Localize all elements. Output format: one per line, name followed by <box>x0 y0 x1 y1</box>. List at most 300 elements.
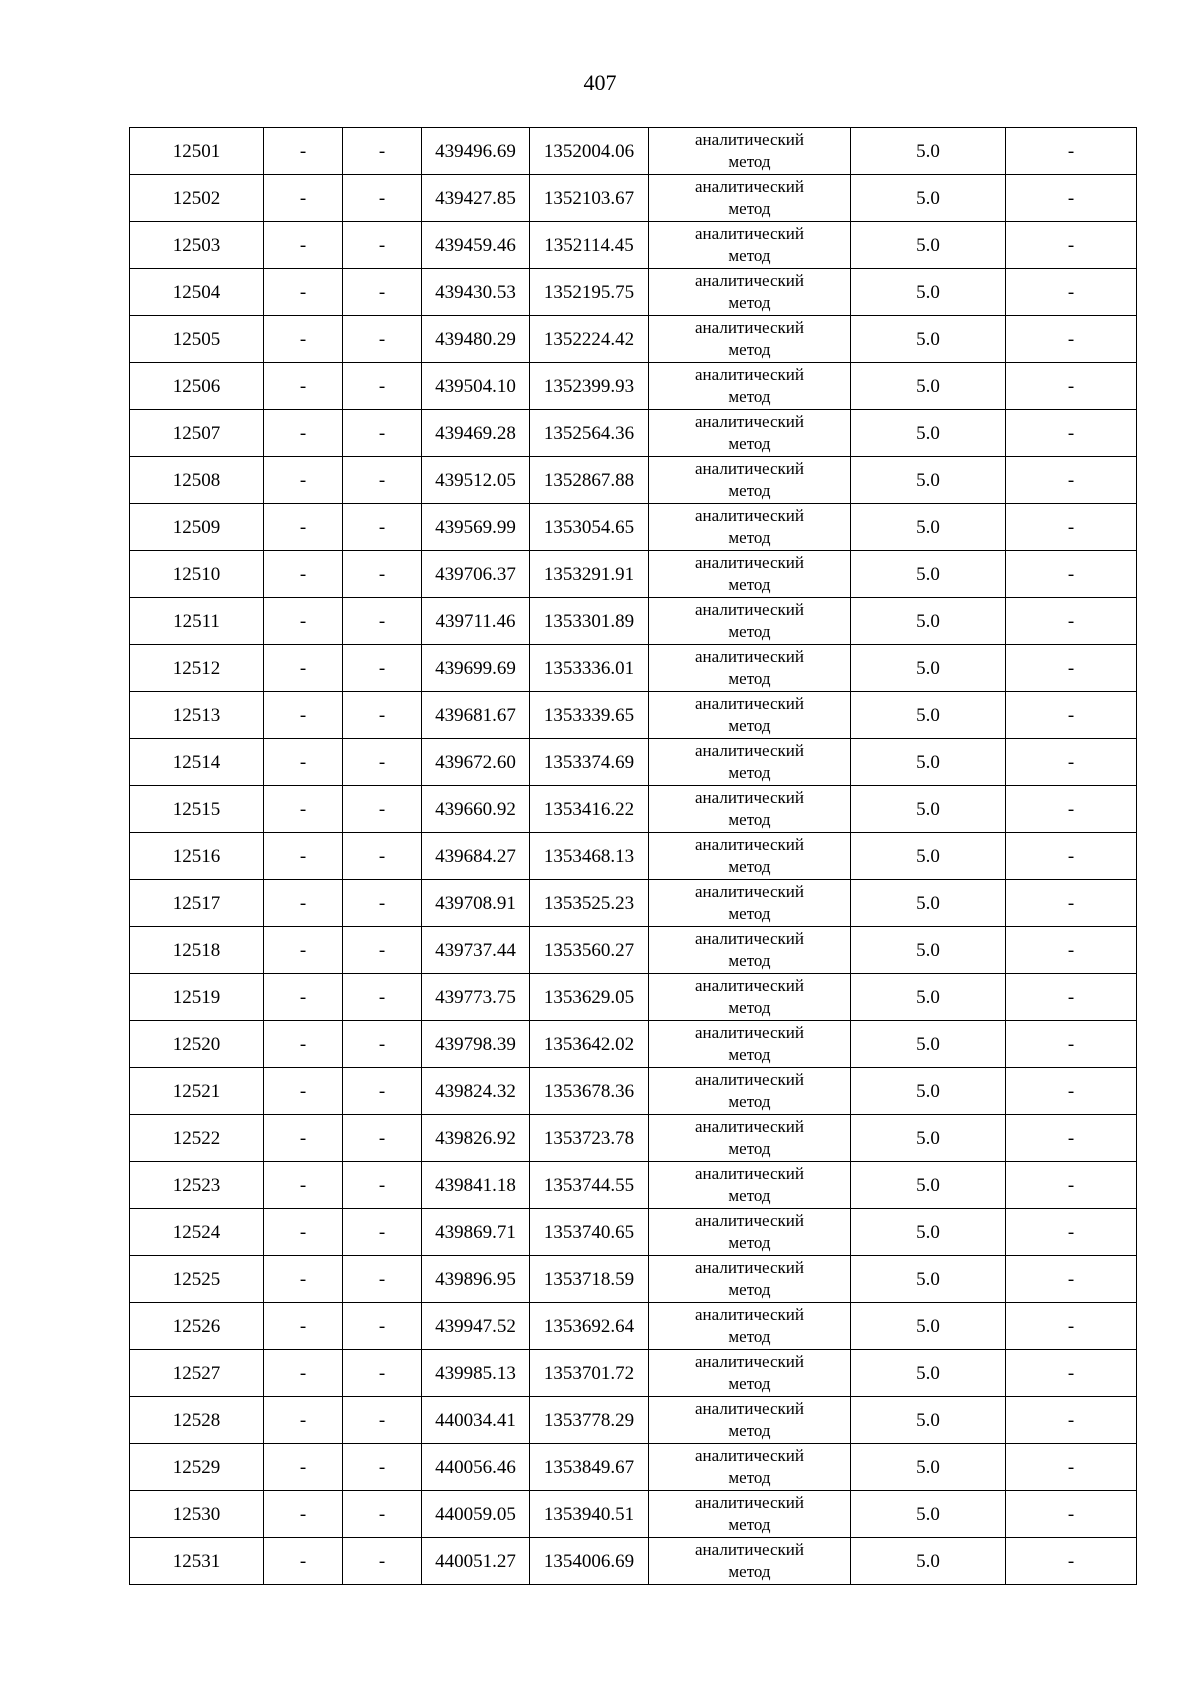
method-text-line2: метод <box>728 528 771 547</box>
x-coordinate-cell: 439947.52 <box>422 1303 530 1350</box>
x-coordinate-cell: 439896.95 <box>422 1256 530 1303</box>
accuracy-cell: 5.0 <box>851 927 1006 974</box>
table-row <box>130 786 1137 833</box>
method-text-line1: аналитический <box>695 976 804 995</box>
table-row <box>130 692 1137 739</box>
method-text-line2: метод <box>728 434 771 453</box>
method-text-line2: метод <box>728 669 771 688</box>
method-cell <box>649 1115 851 1162</box>
y-coordinate-cell: 1353339.65 <box>530 692 649 739</box>
point-number-cell: 12521 <box>130 1068 264 1115</box>
x-coordinate-cell: 439427.85 <box>422 175 530 222</box>
empty-dash-cell: - <box>1006 410 1137 457</box>
method-cell <box>649 1491 851 1538</box>
empty-dash-cell: - <box>264 1162 343 1209</box>
empty-dash-cell: - <box>1006 1115 1137 1162</box>
empty-dash-cell: - <box>264 410 343 457</box>
empty-dash-cell: - <box>343 833 422 880</box>
empty-dash-cell: - <box>264 1444 343 1491</box>
method-text-line1: аналитический <box>695 130 804 149</box>
method-cell <box>649 833 851 880</box>
empty-dash-cell: - <box>1006 222 1137 269</box>
empty-dash-cell: - <box>264 269 343 316</box>
empty-dash-cell: - <box>1006 974 1137 1021</box>
empty-dash-cell: - <box>1006 927 1137 974</box>
empty-dash-cell: - <box>264 128 343 175</box>
table-row <box>130 1444 1137 1491</box>
point-number-cell: 12522 <box>130 1115 264 1162</box>
method-text-line1: аналитический <box>695 318 804 337</box>
y-coordinate-cell: 1353744.55 <box>530 1162 649 1209</box>
point-number-cell: 12526 <box>130 1303 264 1350</box>
empty-dash-cell: - <box>264 692 343 739</box>
empty-dash-cell: - <box>343 1444 422 1491</box>
empty-dash-cell: - <box>1006 128 1137 175</box>
method-cell <box>649 974 851 1021</box>
table-row <box>130 880 1137 927</box>
table-row <box>130 927 1137 974</box>
accuracy-cell: 5.0 <box>851 692 1006 739</box>
method-cell <box>649 410 851 457</box>
accuracy-cell: 5.0 <box>851 316 1006 363</box>
point-number-cell: 12508 <box>130 457 264 504</box>
point-number-cell: 12509 <box>130 504 264 551</box>
empty-dash-cell: - <box>343 1491 422 1538</box>
point-number-cell: 12531 <box>130 1538 264 1585</box>
method-cell <box>649 1021 851 1068</box>
x-coordinate-cell: 439737.44 <box>422 927 530 974</box>
y-coordinate-cell: 1353560.27 <box>530 927 649 974</box>
empty-dash-cell: - <box>343 1021 422 1068</box>
point-number-cell: 12504 <box>130 269 264 316</box>
empty-dash-cell: - <box>264 457 343 504</box>
method-text-line2: метод <box>728 951 771 970</box>
accuracy-cell: 5.0 <box>851 410 1006 457</box>
y-coordinate-cell: 1353678.36 <box>530 1068 649 1115</box>
method-text-line2: метод <box>728 1186 771 1205</box>
empty-dash-cell: - <box>264 880 343 927</box>
empty-dash-cell: - <box>264 222 343 269</box>
empty-dash-cell: - <box>264 833 343 880</box>
empty-dash-cell: - <box>343 457 422 504</box>
empty-dash-cell: - <box>343 974 422 1021</box>
x-coordinate-cell: 439773.75 <box>422 974 530 1021</box>
empty-dash-cell: - <box>264 1491 343 1538</box>
method-text-line1: аналитический <box>695 835 804 854</box>
accuracy-cell: 5.0 <box>851 504 1006 551</box>
page-number: 407 <box>583 70 617 95</box>
y-coordinate-cell: 1353374.69 <box>530 739 649 786</box>
x-coordinate-cell: 440059.05 <box>422 1491 530 1538</box>
empty-dash-cell: - <box>264 1350 343 1397</box>
method-text-line2: метод <box>728 1233 771 1252</box>
table-row <box>130 269 1137 316</box>
empty-dash-cell: - <box>1006 504 1137 551</box>
empty-dash-cell: - <box>343 739 422 786</box>
accuracy-cell: 5.0 <box>851 645 1006 692</box>
method-text-line1: аналитический <box>695 365 804 384</box>
x-coordinate-cell: 439459.46 <box>422 222 530 269</box>
method-cell <box>649 1538 851 1585</box>
point-number-cell: 12506 <box>130 363 264 410</box>
table-row <box>130 974 1137 1021</box>
accuracy-cell: 5.0 <box>851 363 1006 410</box>
point-number-cell: 12527 <box>130 1350 264 1397</box>
y-coordinate-cell: 1353723.78 <box>530 1115 649 1162</box>
empty-dash-cell: - <box>1006 598 1137 645</box>
method-cell <box>649 175 851 222</box>
empty-dash-cell: - <box>343 692 422 739</box>
table-row <box>130 598 1137 645</box>
method-text-line1: аналитический <box>695 1023 804 1042</box>
y-coordinate-cell: 1352867.88 <box>530 457 649 504</box>
method-cell <box>649 692 851 739</box>
method-cell <box>649 504 851 551</box>
method-cell <box>649 363 851 410</box>
x-coordinate-cell: 439699.69 <box>422 645 530 692</box>
empty-dash-cell: - <box>1006 1350 1137 1397</box>
empty-dash-cell: - <box>1006 1068 1137 1115</box>
accuracy-cell: 5.0 <box>851 1350 1006 1397</box>
table-row <box>130 1397 1137 1444</box>
table-row <box>130 1303 1137 1350</box>
method-text-line1: аналитический <box>695 694 804 713</box>
accuracy-cell: 5.0 <box>851 1444 1006 1491</box>
empty-dash-cell: - <box>264 1397 343 1444</box>
method-cell <box>649 1068 851 1115</box>
table-row <box>130 504 1137 551</box>
method-text-line1: аналитический <box>695 1352 804 1371</box>
table-row <box>130 175 1137 222</box>
method-text-line1: аналитический <box>695 177 804 196</box>
method-cell <box>649 880 851 927</box>
method-text-line1: аналитический <box>695 647 804 666</box>
method-text-line1: аналитический <box>695 412 804 431</box>
point-number-cell: 12507 <box>130 410 264 457</box>
accuracy-cell: 5.0 <box>851 1209 1006 1256</box>
x-coordinate-cell: 439841.18 <box>422 1162 530 1209</box>
point-number-cell: 12524 <box>130 1209 264 1256</box>
x-coordinate-cell: 439672.60 <box>422 739 530 786</box>
empty-dash-cell: - <box>1006 316 1137 363</box>
empty-dash-cell: - <box>1006 1397 1137 1444</box>
point-number-cell: 12512 <box>130 645 264 692</box>
point-number-cell: 12511 <box>130 598 264 645</box>
y-coordinate-cell: 1352103.67 <box>530 175 649 222</box>
x-coordinate-cell: 439708.91 <box>422 880 530 927</box>
empty-dash-cell: - <box>264 786 343 833</box>
method-text-line1: аналитический <box>695 271 804 290</box>
y-coordinate-cell: 1353416.22 <box>530 786 649 833</box>
method-cell <box>649 1397 851 1444</box>
method-text-line2: метод <box>728 998 771 1017</box>
empty-dash-cell: - <box>264 598 343 645</box>
empty-dash-cell: - <box>1006 739 1137 786</box>
table-row <box>130 457 1137 504</box>
table-row <box>130 739 1137 786</box>
accuracy-cell: 5.0 <box>851 598 1006 645</box>
y-coordinate-cell: 1352399.93 <box>530 363 649 410</box>
x-coordinate-cell: 439684.27 <box>422 833 530 880</box>
method-text-line2: метод <box>728 1421 771 1440</box>
table-row <box>130 1162 1137 1209</box>
point-number-cell: 12529 <box>130 1444 264 1491</box>
empty-dash-cell: - <box>264 1538 343 1585</box>
table-body <box>130 128 1137 1585</box>
empty-dash-cell: - <box>1006 1538 1137 1585</box>
x-coordinate-cell: 439469.28 <box>422 410 530 457</box>
method-cell <box>649 1444 851 1491</box>
method-text-line1: аналитический <box>695 1540 804 1559</box>
empty-dash-cell: - <box>1006 457 1137 504</box>
method-cell <box>649 927 851 974</box>
y-coordinate-cell: 1353525.23 <box>530 880 649 927</box>
x-coordinate-cell: 439985.13 <box>422 1350 530 1397</box>
method-cell <box>649 645 851 692</box>
method-cell <box>649 457 851 504</box>
y-coordinate-cell: 1352195.75 <box>530 269 649 316</box>
table-row <box>130 1115 1137 1162</box>
empty-dash-cell: - <box>343 222 422 269</box>
point-number-cell: 12514 <box>130 739 264 786</box>
table-row <box>130 410 1137 457</box>
x-coordinate-cell: 440051.27 <box>422 1538 530 1585</box>
accuracy-cell: 5.0 <box>851 1538 1006 1585</box>
table-row <box>130 1256 1137 1303</box>
accuracy-cell: 5.0 <box>851 128 1006 175</box>
table-row <box>130 222 1137 269</box>
method-cell <box>649 269 851 316</box>
accuracy-cell: 5.0 <box>851 1491 1006 1538</box>
empty-dash-cell: - <box>264 1068 343 1115</box>
method-cell <box>649 551 851 598</box>
method-text-line2: метод <box>728 763 771 782</box>
y-coordinate-cell: 1353778.29 <box>530 1397 649 1444</box>
method-cell <box>649 128 851 175</box>
method-text-line2: метод <box>728 199 771 218</box>
empty-dash-cell: - <box>264 1021 343 1068</box>
empty-dash-cell: - <box>343 786 422 833</box>
method-text-line1: аналитический <box>695 1493 804 1512</box>
empty-dash-cell: - <box>264 1303 343 1350</box>
empty-dash-cell: - <box>1006 551 1137 598</box>
y-coordinate-cell: 1353701.72 <box>530 1350 649 1397</box>
empty-dash-cell: - <box>343 1209 422 1256</box>
table-row <box>130 833 1137 880</box>
empty-dash-cell: - <box>264 739 343 786</box>
method-text-line2: метод <box>728 1562 771 1581</box>
method-text-line1: аналитический <box>695 1399 804 1418</box>
empty-dash-cell: - <box>343 1256 422 1303</box>
point-number-cell: 12513 <box>130 692 264 739</box>
method-cell <box>649 739 851 786</box>
point-number-cell: 12517 <box>130 880 264 927</box>
empty-dash-cell: - <box>264 551 343 598</box>
x-coordinate-cell: 439681.67 <box>422 692 530 739</box>
point-number-cell: 12501 <box>130 128 264 175</box>
table-row <box>130 316 1137 363</box>
point-number-cell: 12518 <box>130 927 264 974</box>
empty-dash-cell: - <box>1006 175 1137 222</box>
empty-dash-cell: - <box>343 128 422 175</box>
point-number-cell: 12502 <box>130 175 264 222</box>
method-text-line2: метод <box>728 1045 771 1064</box>
method-text-line1: аналитический <box>695 1446 804 1465</box>
method-cell <box>649 786 851 833</box>
empty-dash-cell: - <box>343 316 422 363</box>
x-coordinate-cell: 439480.29 <box>422 316 530 363</box>
table-row <box>130 1538 1137 1585</box>
empty-dash-cell: - <box>343 410 422 457</box>
method-text-line2: метод <box>728 1374 771 1393</box>
method-text-line1: аналитический <box>695 929 804 948</box>
y-coordinate-cell: 1352004.06 <box>530 128 649 175</box>
accuracy-cell: 5.0 <box>851 175 1006 222</box>
y-coordinate-cell: 1353629.05 <box>530 974 649 1021</box>
x-coordinate-cell: 439798.39 <box>422 1021 530 1068</box>
table-row <box>130 1068 1137 1115</box>
accuracy-cell: 5.0 <box>851 222 1006 269</box>
method-text-line2: метод <box>728 904 771 923</box>
point-number-cell: 12516 <box>130 833 264 880</box>
empty-dash-cell: - <box>1006 363 1137 410</box>
y-coordinate-cell: 1352224.42 <box>530 316 649 363</box>
method-text-line2: метод <box>728 387 771 406</box>
method-text-line1: аналитический <box>695 600 804 619</box>
method-cell <box>649 1303 851 1350</box>
y-coordinate-cell: 1353740.65 <box>530 1209 649 1256</box>
method-text-line1: аналитический <box>695 1070 804 1089</box>
method-text-line1: аналитический <box>695 1305 804 1324</box>
x-coordinate-cell: 439504.10 <box>422 363 530 410</box>
x-coordinate-cell: 439711.46 <box>422 598 530 645</box>
method-text-line1: аналитический <box>695 1258 804 1277</box>
method-text-line2: метод <box>728 293 771 312</box>
empty-dash-cell: - <box>1006 1162 1137 1209</box>
empty-dash-cell: - <box>264 1115 343 1162</box>
method-text-line2: метод <box>728 152 771 171</box>
empty-dash-cell: - <box>1006 269 1137 316</box>
accuracy-cell: 5.0 <box>851 1397 1006 1444</box>
method-text-line2: метод <box>728 1327 771 1346</box>
y-coordinate-cell: 1353692.64 <box>530 1303 649 1350</box>
empty-dash-cell: - <box>343 598 422 645</box>
method-text-line1: аналитический <box>695 1164 804 1183</box>
method-text-line1: аналитический <box>695 741 804 760</box>
empty-dash-cell: - <box>1006 645 1137 692</box>
y-coordinate-cell: 1353940.51 <box>530 1491 649 1538</box>
method-text-line2: метод <box>728 481 771 500</box>
accuracy-cell: 5.0 <box>851 1256 1006 1303</box>
table-row <box>130 128 1137 175</box>
accuracy-cell: 5.0 <box>851 1162 1006 1209</box>
method-text-line1: аналитический <box>695 1211 804 1230</box>
point-number-cell: 12523 <box>130 1162 264 1209</box>
empty-dash-cell: - <box>264 1256 343 1303</box>
empty-dash-cell: - <box>264 504 343 551</box>
empty-dash-cell: - <box>1006 1444 1137 1491</box>
y-coordinate-cell: 1353468.13 <box>530 833 649 880</box>
empty-dash-cell: - <box>264 175 343 222</box>
empty-dash-cell: - <box>1006 1256 1137 1303</box>
point-number-cell: 12530 <box>130 1491 264 1538</box>
method-text-line1: аналитический <box>695 1117 804 1136</box>
y-coordinate-cell: 1353849.67 <box>530 1444 649 1491</box>
y-coordinate-cell: 1353291.91 <box>530 551 649 598</box>
empty-dash-cell: - <box>343 175 422 222</box>
empty-dash-cell: - <box>343 1350 422 1397</box>
y-coordinate-cell: 1352564.36 <box>530 410 649 457</box>
accuracy-cell: 5.0 <box>851 786 1006 833</box>
empty-dash-cell: - <box>264 316 343 363</box>
point-number-cell: 12528 <box>130 1397 264 1444</box>
method-text-line2: метод <box>728 622 771 641</box>
y-coordinate-cell: 1353054.65 <box>530 504 649 551</box>
empty-dash-cell: - <box>264 1209 343 1256</box>
empty-dash-cell: - <box>343 645 422 692</box>
x-coordinate-cell: 439430.53 <box>422 269 530 316</box>
accuracy-cell: 5.0 <box>851 1115 1006 1162</box>
empty-dash-cell: - <box>343 1068 422 1115</box>
y-coordinate-cell: 1353336.01 <box>530 645 649 692</box>
accuracy-cell: 5.0 <box>851 551 1006 598</box>
table-row <box>130 551 1137 598</box>
table-row <box>130 363 1137 410</box>
coordinates-table <box>129 127 1137 1585</box>
point-number-cell: 12519 <box>130 974 264 1021</box>
empty-dash-cell: - <box>343 927 422 974</box>
accuracy-cell: 5.0 <box>851 974 1006 1021</box>
accuracy-cell: 5.0 <box>851 1303 1006 1350</box>
x-coordinate-cell: 440056.46 <box>422 1444 530 1491</box>
table-row <box>130 1209 1137 1256</box>
x-coordinate-cell: 439496.69 <box>422 128 530 175</box>
accuracy-cell: 5.0 <box>851 880 1006 927</box>
empty-dash-cell: - <box>1006 1303 1137 1350</box>
method-cell <box>649 1350 851 1397</box>
x-coordinate-cell: 439706.37 <box>422 551 530 598</box>
empty-dash-cell: - <box>343 363 422 410</box>
accuracy-cell: 5.0 <box>851 1021 1006 1068</box>
empty-dash-cell: - <box>1006 833 1137 880</box>
accuracy-cell: 5.0 <box>851 833 1006 880</box>
x-coordinate-cell: 439869.71 <box>422 1209 530 1256</box>
x-coordinate-cell: 439826.92 <box>422 1115 530 1162</box>
y-coordinate-cell: 1353301.89 <box>530 598 649 645</box>
method-cell <box>649 1162 851 1209</box>
x-coordinate-cell: 439824.32 <box>422 1068 530 1115</box>
method-text-line2: метод <box>728 1092 771 1111</box>
method-cell <box>649 1209 851 1256</box>
method-text-line1: аналитический <box>695 459 804 478</box>
point-number-cell: 12510 <box>130 551 264 598</box>
method-text-line1: аналитический <box>695 882 804 901</box>
empty-dash-cell: - <box>343 1303 422 1350</box>
empty-dash-cell: - <box>264 645 343 692</box>
method-cell <box>649 1256 851 1303</box>
empty-dash-cell: - <box>264 974 343 1021</box>
empty-dash-cell: - <box>1006 1021 1137 1068</box>
method-text-line2: метод <box>728 1468 771 1487</box>
empty-dash-cell: - <box>264 363 343 410</box>
method-text-line2: метод <box>728 1139 771 1158</box>
table-row <box>130 1021 1137 1068</box>
method-text-line1: аналитический <box>695 788 804 807</box>
accuracy-cell: 5.0 <box>851 457 1006 504</box>
empty-dash-cell: - <box>343 880 422 927</box>
y-coordinate-cell: 1353718.59 <box>530 1256 649 1303</box>
table-row <box>130 645 1137 692</box>
